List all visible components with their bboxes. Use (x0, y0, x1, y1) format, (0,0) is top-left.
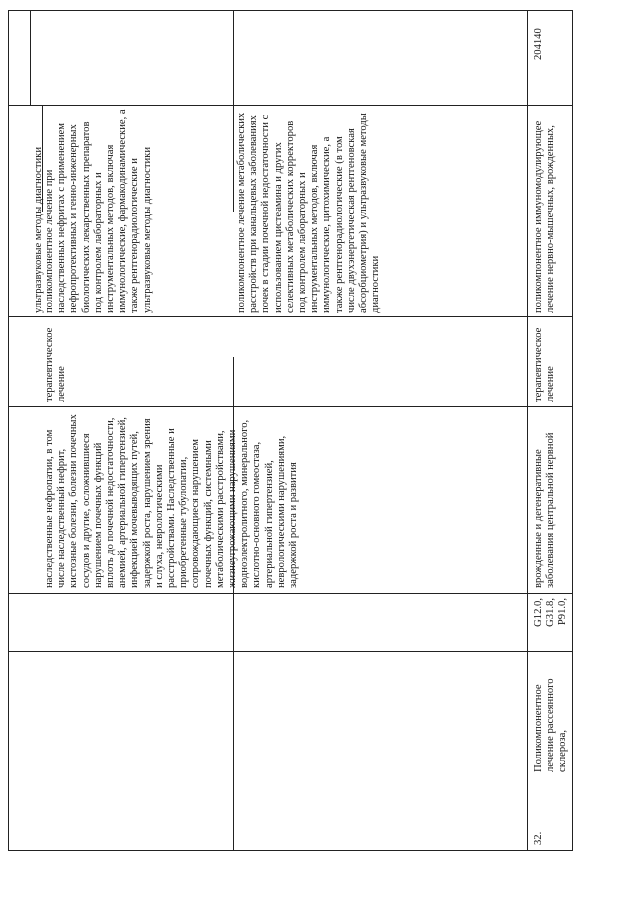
diagnosis-text: врожденные и дегенеративные заболевания центральной нервной (533, 432, 557, 588)
diagnosis-text: наследственные нефропатии, в том числе наследственный нефрит, кистозные болезни, болезни почечных сосудов и другие, осложнившиеся нарушением почечных функций вплоть до почечной недостаточности, анемией, артериальной гипертензией, инфекцией мочевыводящих путей, задержкой роста, нарушением зрения и слуха, неврологическими расстройствами. Наследственные и приобретенные тубулопатии, сопровождающиеся нарушением почечных функций, системными метаболическими расстройствами, жизнеугрожающими нарушениями водноэлектролитного, минерального, кислотно-основного гомеостаза, артериальной гипертензией, неврологическими нарушениями, задержкой роста и развития (44, 414, 300, 588)
row-divider (527, 11, 528, 851)
inner-divider (233, 11, 234, 212)
method-text: поликомпонентное лечение метаболических расстройств при канальцевых заболеваниях почек в стадии почечной недостаточности с использованием цистеамина и других селективных метаболических корректоров под контролем лабораторных и инструментальных методов, включая иммунологические, цитохимические, а также рентгенорадиологические (в том числе двухэнергетическая рентгеновская абсорбциометрия) и ультразвуковые методы диагностики (236, 112, 382, 313)
method-text: ультразвуковые методы диагностики (33, 147, 44, 313)
table-border-top (8, 11, 9, 851)
table-border-left (8, 850, 573, 851)
table-border-right (8, 10, 573, 11)
icd-codes: G12.0, G31.8, P91.0, (533, 598, 569, 627)
column-divider (8, 593, 573, 594)
method-text: поликомпонентное лечение при наследственных нефритах с применением нефропротективных и генно-инженерных биологических лекарственных препаратов под контролем лабораторных и инструментальных методов, включая иммунологические, фармакодинамические, а также рентгенорадиологические и ультразвуковые методы диагностики (44, 109, 153, 313)
cost-value: 204140 (533, 28, 544, 60)
table-border-bottom (572, 11, 573, 851)
inner-divider (30, 11, 31, 106)
column-divider (8, 316, 573, 317)
method-text: поликомпонентное иммуномодулирующее лечение нервно-мышечных, врожденных, (533, 120, 557, 313)
row-number: 32. (533, 831, 544, 845)
column-divider (8, 651, 573, 652)
treatment-name: Поликомпонентное лечение рассеянного склероза, (533, 678, 569, 772)
treatment-type-text: терапевтическое лечение (44, 327, 68, 402)
treatment-type-text: терапевтическое лечение (533, 327, 557, 402)
column-divider (8, 406, 573, 407)
column-divider (8, 105, 573, 106)
